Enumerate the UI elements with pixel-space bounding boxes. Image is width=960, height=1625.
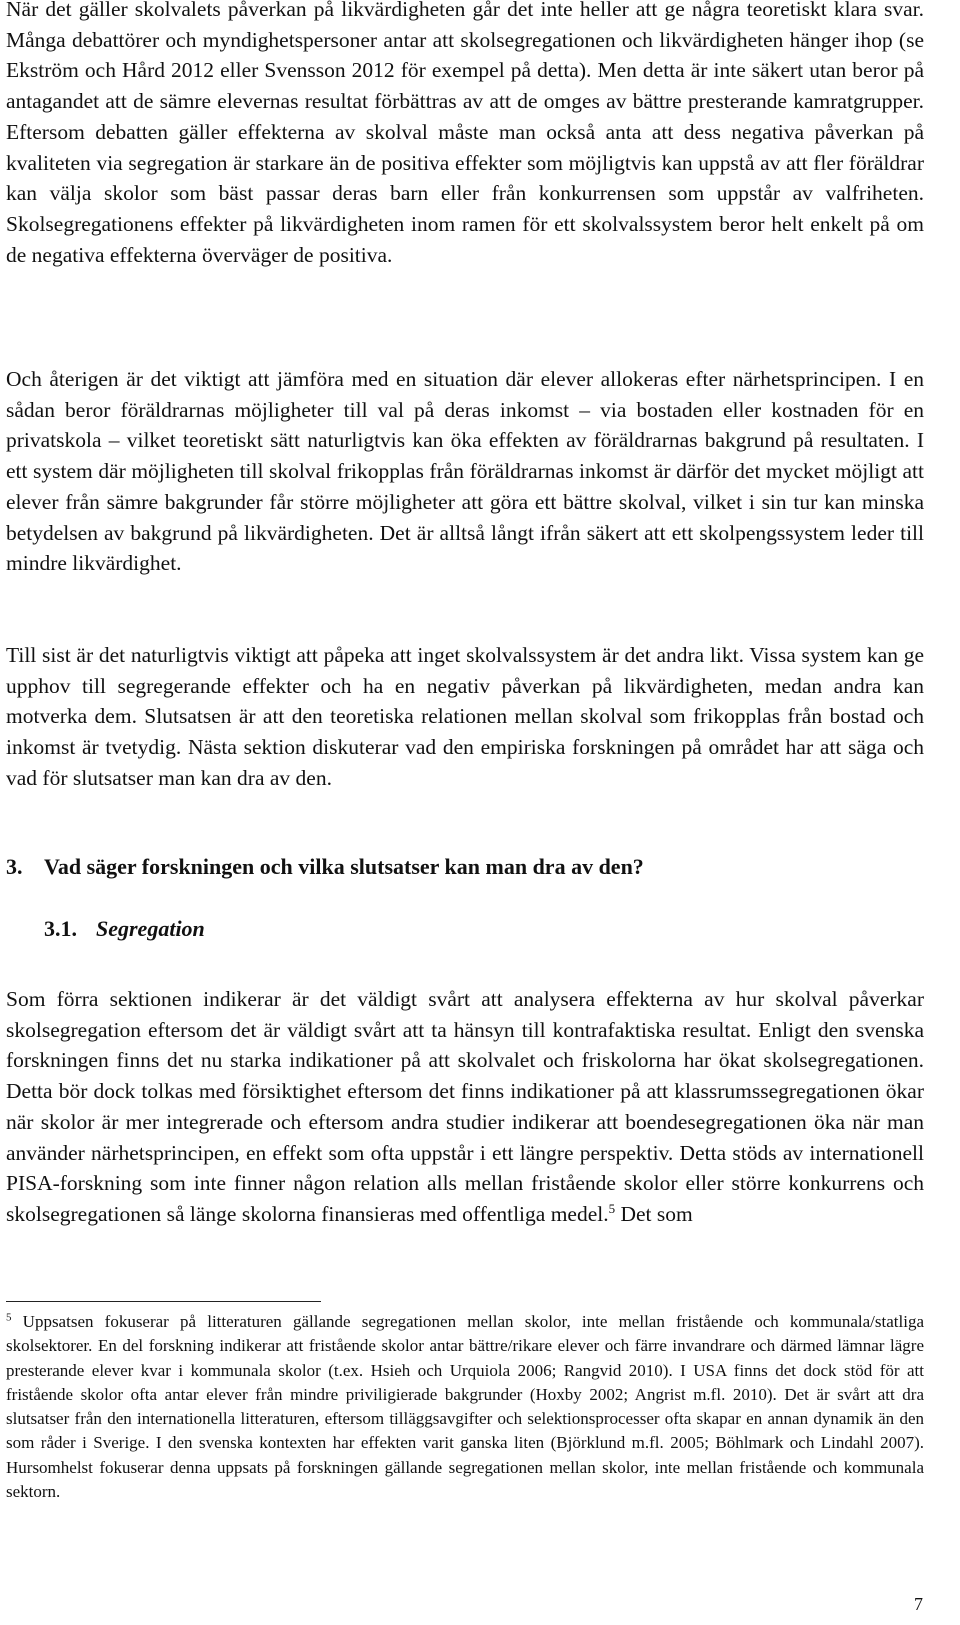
footnote-text: Uppsatsen fokuserar på litteraturen gällande segregationen mellan skolor, inte mellan fristående och kommunala/statliga skolsektorer. En del forskning indikerar att fristående skolor antar bättre/rikare elever och färre invandrare och därmed lämnar lägre presterande elever kvar i kommunala skolor (t.ex. Hsieh och Urquiola 2006; Rangvid 2010). I USA finns det dock stöd för att fristående skolor ofta antar elever från mindre priviligierade bakgrunder (Hoxby 2002; Angrist m.fl. 2010). Det är svårt att dra slutsatser från den internationella litteraturen, eftersom tilläggsavgifter och selektionsprocesser ofta skapar en annan dynamik än den som råder i Sverige. I den svenska kontexten har effekten varit ganska liten (Björklund m.fl. 2005; Böhlmark och Lindahl 2007). Hursomhelst fokuserar denna uppsats på forskningen gällande segregationen mellan skolor, inte mellan fristående och kommunala sektorn. bbox=[6, 1312, 924, 1502]
section-heading-number: 3. bbox=[6, 854, 23, 879]
body-paragraph-1: När det gäller skolvalets påverkan på likvärdigheten går det inte heller att ge några teoretiskt klara svar. Många debattörer och myndighetspersoner antar att skolsegregationen och likvärdigheten hänger ihop (se Ekström och Hård 2012 eller Svensson 2012 för exempel på detta). Men detta är inte säkert utan beror på antagandet att de sämre elevernas resultat förbättras av att de omges av bättre presterande kamratgrupper. Eftersom debatten gäller effekterna av skolval måste man också anta att dess negativa påverkan på kvaliteten via segregation är starkare än de positiva effekter som möjligtvis kan uppstå av att fler föräldrar kan välja skolor som bäst passar deras barn eller från konkurrensen som uppstår av valfriheten. Skolsegregationens effekter på likvärdigheten inom ramen för ett skolvalssystem beror helt enkelt på om de negativa effekterna överväger de positiva. bbox=[6, 0, 924, 267]
section-heading bbox=[6, 854, 644, 880]
subsection-heading-text: Segregation bbox=[96, 916, 205, 941]
page-number: 7 bbox=[914, 1594, 923, 1614]
footnote-reference[interactable]: 5 bbox=[608, 1200, 616, 1216]
section-paragraph-tail: Det som bbox=[615, 1201, 693, 1226]
subsection-heading-number: 3.1. bbox=[44, 916, 77, 941]
section-paragraph-text: Som förra sektionen indikerar är det väldigt svårt att analysera effekterna av hur skolval påverkar skolsegregation eftersom det är väldigt svårt att ta hänsyn till kontrafaktiska resultat. Enligt den svenska forskningen finns det nu starka indikationer på att skolvalet och friskolorna har ökat skolsegregationen. Detta bör dock tolkas med försiktighet eftersom det finns indikationer på att klassrumssegregationen ökar när skolor är mer integrerade och eftersom andra studier indikerar att boendesegregationen öka när man använder närhetsprincipen, en effekt som ofta uppstår i ett längre perspektiv. Detta stöds av internationell PISA-forskning som inte finner någon relation alls mellan fristående skolor eller större konkurrens och skolsegregationen så länge skolorna finansieras med offentliga medel. bbox=[6, 987, 924, 1226]
footnote-separator bbox=[6, 1301, 321, 1302]
section-paragraph bbox=[6, 984, 924, 1230]
footnote-marker: 5 bbox=[6, 1311, 12, 1324]
body-paragraph-2: Och återigen är det viktigt att jämföra med en situation där elever allokeras efter närhetsprincipen. I en sådan beror föräldrarnas möjligheter till val på deras inkomst – via bostaden eller kostnaden för en privatskola – vilket teoretiskt sätt naturligtvis kan öka effekten av föräldrarnas bakgrund på resultaten. I ett system där möjligheten till skolval frikopplas från föräldrarnas inkomst är därför det mycket möjligt att elever från sämre bakgrunder får större möjligheter att göra ett bättre skolval, vilket i sin tur kan minska betydelsen av bakgrund på likvärdigheten. Det är alltså långt ifrån säkert att ett skolpengssystem leder till mindre likvärdighet. bbox=[6, 367, 924, 576]
footnote bbox=[6, 1310, 924, 1504]
section-heading-text: Vad säger forskningen och vilka slutsatser kan man dra av den? bbox=[44, 854, 644, 879]
subsection-heading bbox=[44, 916, 205, 942]
body-paragraph-3: Till sist är det naturligtvis viktigt att påpeka att inget skolvalssystem är det andra likt. Vissa system kan ge upphov till segregerande effekter och ha en negativ påverkan på likvärdigheten, medan andra kan motverka dem. Slutsatsen är att den teoretiska relationen mellan skolval som frikopplas från bostad och inkomst är tvetydig. Nästa sektion diskuterar vad den empiriska forskningen på området har att säga och vad för slutsatser man kan dra av den. bbox=[6, 643, 924, 790]
